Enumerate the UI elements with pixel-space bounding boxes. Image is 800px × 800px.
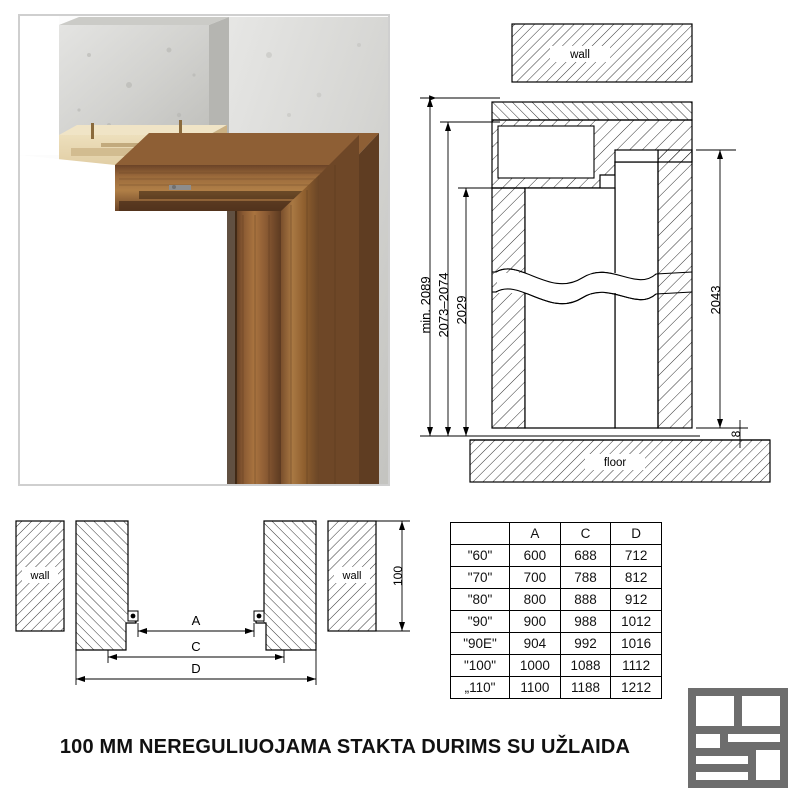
company-logo-icon xyxy=(688,688,788,788)
table-header-a: A xyxy=(510,523,561,545)
table-header-empty xyxy=(451,523,510,545)
door-frame-corner-photo xyxy=(18,14,390,486)
dim-C-label: C xyxy=(191,639,201,654)
row-c: 1088 xyxy=(560,655,611,677)
row-a: 904 xyxy=(510,633,561,655)
dimension-table-body xyxy=(451,523,662,699)
dim-leaf-height: 2043 xyxy=(708,285,723,315)
row-a: 700 xyxy=(510,567,561,589)
table-row xyxy=(451,655,662,677)
row-name: "60" xyxy=(451,545,510,567)
dim-opening: 2029 xyxy=(454,295,469,325)
row-c: 988 xyxy=(560,611,611,633)
dimension-table xyxy=(450,522,662,699)
table-header-c: C xyxy=(560,523,611,545)
row-name: "90E" xyxy=(451,633,510,655)
row-name: "80" xyxy=(451,589,510,611)
table-header-d: D xyxy=(611,523,662,545)
row-a: 800 xyxy=(510,589,561,611)
plan-wall-right xyxy=(328,521,376,631)
dim-D-label: D xyxy=(191,661,201,676)
vertical-section-drawing xyxy=(400,10,790,490)
plan-depth-label: 100 xyxy=(391,565,405,587)
table-row xyxy=(451,611,662,633)
table-header-row xyxy=(451,523,662,545)
frame-section xyxy=(492,102,692,428)
wall-label-top: wall xyxy=(570,49,590,61)
row-a: 900 xyxy=(510,611,561,633)
plan-jamb-right xyxy=(254,521,316,650)
row-d: 1012 xyxy=(611,611,662,633)
dim-range: 2073–2074 xyxy=(436,272,451,338)
row-name: "100" xyxy=(451,655,510,677)
row-c: 888 xyxy=(560,589,611,611)
table-row xyxy=(451,677,662,699)
table-row xyxy=(451,633,662,655)
row-d: 812 xyxy=(611,567,662,589)
row-c: 1188 xyxy=(560,677,611,699)
photo-illustration xyxy=(19,15,389,485)
dimension-table-element xyxy=(450,522,662,699)
wall-block xyxy=(512,24,692,82)
page-title: 100 MM NEREGULIUOJAMA STAKTA DURIMS SU UŽLAIDA xyxy=(59,736,631,758)
table-row xyxy=(451,589,662,611)
row-c: 788 xyxy=(560,567,611,589)
floor-label: floor xyxy=(603,457,627,469)
dim-min-total: min. 2089 xyxy=(418,276,433,334)
row-d: 1212 xyxy=(611,677,662,699)
plan-wall-left-label: wall xyxy=(30,570,50,582)
row-a: 1000 xyxy=(510,655,561,677)
dim-A-label: A xyxy=(191,613,201,628)
row-name: "70" xyxy=(451,567,510,589)
table-row xyxy=(451,545,662,567)
row-a: 1100 xyxy=(510,677,561,699)
table-row xyxy=(451,567,662,589)
horizontal-plan-drawing xyxy=(8,505,438,705)
row-d: 712 xyxy=(611,545,662,567)
row-d: 1112 xyxy=(611,655,662,677)
plan-wall-left xyxy=(16,521,64,631)
plan-svg xyxy=(8,505,438,705)
row-c: 688 xyxy=(560,545,611,567)
dim-gap: 8 xyxy=(729,430,743,438)
plan-wall-right-label: wall xyxy=(342,570,362,582)
section-svg xyxy=(400,10,790,490)
row-name: "90" xyxy=(451,611,510,633)
row-d: 912 xyxy=(611,589,662,611)
row-d: 1016 xyxy=(611,633,662,655)
plan-jamb-left xyxy=(76,521,138,650)
row-c: 992 xyxy=(560,633,611,655)
row-a: 600 xyxy=(510,545,561,567)
row-name: „110" xyxy=(451,677,510,699)
company-logo xyxy=(688,688,788,788)
